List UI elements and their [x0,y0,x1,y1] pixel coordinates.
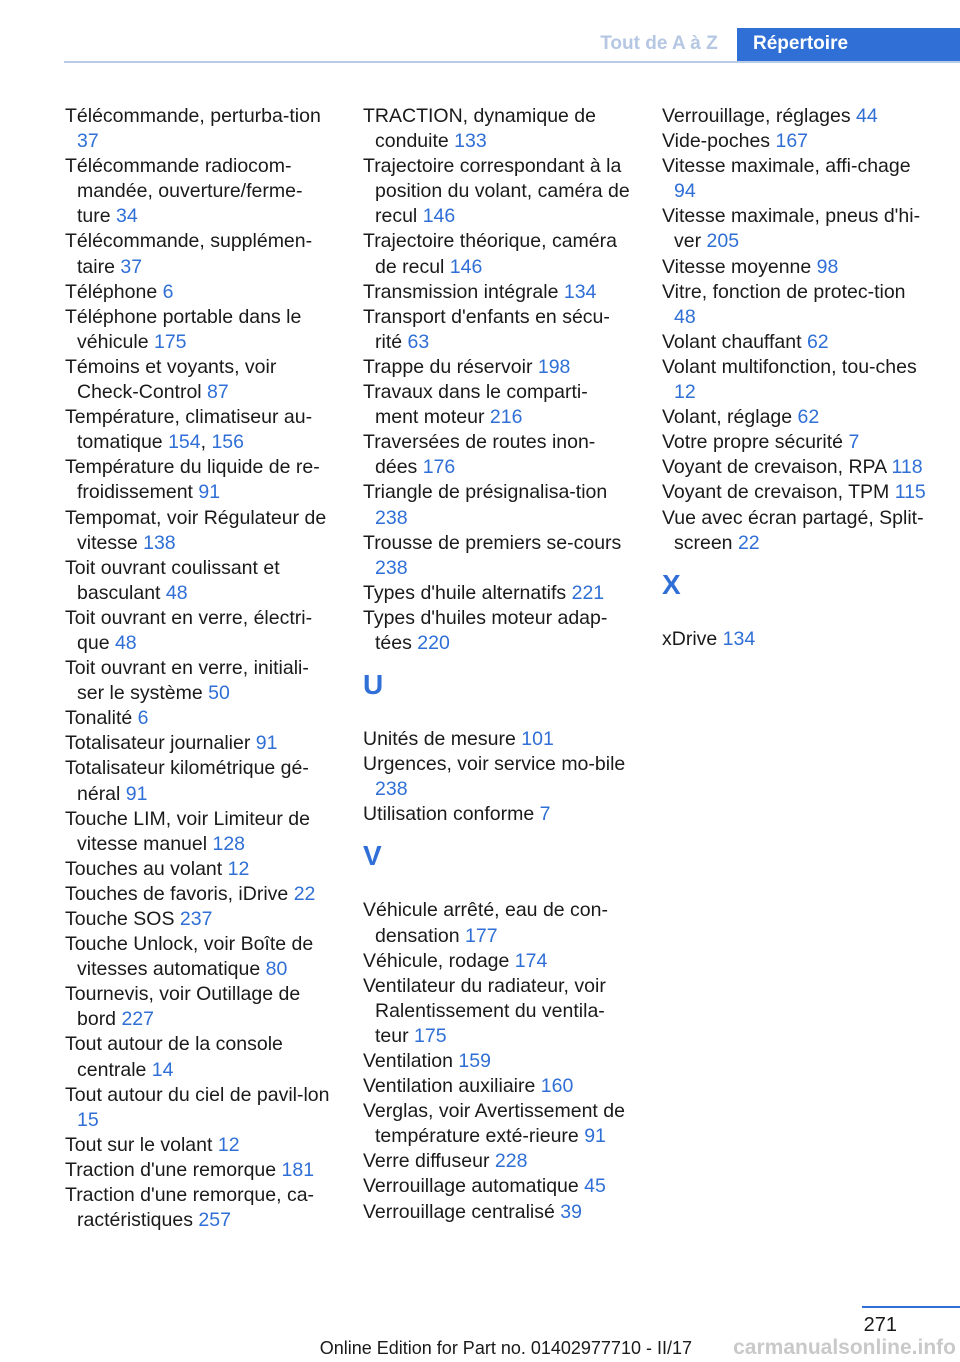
index-entry-term: Verrouillage automatique [363,1175,585,1198]
index-entry-term: Verrouillage, réglages [662,105,857,127]
index-entry-term: Toit ouvrant en verre, initiali-ser le système [65,657,309,705]
index-entry [363,531,631,581]
page-reference-link[interactable]: 167 [775,130,809,153]
page-reference-link[interactable]: 14 [151,1058,174,1081]
index-entry [65,807,333,857]
index-column-2 [363,104,631,1225]
page-reference-link[interactable]: 175 [153,330,187,353]
index-entry-term: Ventilation auxiliaire [363,1075,541,1098]
index-letter-heading: U [363,669,384,701]
index-entry [363,380,631,430]
index-entry [363,949,631,974]
index-entry [65,229,333,279]
page-reference-link[interactable]: 115 [894,481,926,504]
index-entry [363,280,631,305]
index-entry [363,1074,631,1099]
index-entry-term: Véhicule, rodage [363,949,515,972]
page-reference-link[interactable]: 91 [584,1125,606,1148]
page-reference-link[interactable]: 48 [165,581,188,604]
index-column-3 [662,104,930,652]
index-entry [65,280,333,305]
page-reference-link[interactable]: 37 [77,130,99,153]
index-entry-term: Ventilateur du radiateur, voir Ralentissement du ventila-teur [363,974,606,1047]
page-reference-link[interactable]: 48 [674,305,696,328]
index-entry-term: Téléphone portable dans le véhicule [65,305,302,353]
page-reference-link[interactable]: 237 [179,908,213,930]
page-reference-link[interactable]: 22 [293,882,316,905]
index-entry-term: Tonalité [65,707,138,730]
index-entry-term: Trappe du réservoir [363,355,538,378]
page-reference-link[interactable]: 238 [375,556,408,579]
index-entry [363,727,631,752]
page-reference-link[interactable]: 91 [198,481,221,504]
index-entry [65,932,333,982]
page-reference-link[interactable]: 6 [137,707,149,730]
index-entry [363,974,631,1049]
index-entry [363,802,631,827]
index-entry-term: Touche LIM, voir Limiteur de vitesse manuel [65,807,310,855]
index-entry [65,355,333,405]
page-reference-link[interactable]: 205 [706,230,740,253]
watermark: carmanualsonline.info [733,1336,956,1359]
section-tab-index[interactable]: Répertoire [737,28,960,63]
index-entry [662,480,930,505]
index-entry-term: Traction d'une remorque [65,1158,282,1181]
page-reference-link[interactable]: 227 [121,1008,154,1031]
index-entry [65,882,333,907]
index-entry-term: Toit ouvrant coulissant et basculant [65,556,280,604]
index-entry [65,506,333,556]
page-number-rule [862,1306,960,1308]
index-entry [662,430,930,455]
index-entry-term: Température du liquide de re-froidissement [65,456,320,504]
index-entry [65,1133,333,1158]
index-entry-term: Vitesse maximale, affi-chage [662,155,911,178]
edition-note: Online Edition for Part no. 01402977710 - II/17 [319,1338,692,1358]
index-entry [65,305,333,355]
index-entry [65,656,333,706]
index-entry-term: Utilisation conforme [363,803,540,826]
page-reference-link[interactable]: 257 [198,1209,231,1232]
page-reference-link[interactable]: 44 [856,105,878,127]
index-entry-term: Véhicule arrêté, eau de con-densation [363,899,608,947]
index-entry [363,1174,631,1199]
index-entry [363,581,631,606]
page-number: 271 [863,1314,897,1336]
page-reference-link[interactable]: 118 [891,456,923,479]
page-reference-link[interactable]: 12 [217,1133,240,1156]
page-reference-link[interactable]: 91 [125,782,148,805]
index-letter-heading: X [662,568,681,600]
index-entry-term: Transport d'enfants en sécu-rité [363,305,610,353]
page-header [0,28,960,62]
index-entry-term: Totalisateur journalier [65,732,256,755]
index-entry [662,330,930,355]
page-reference-link[interactable]: 7 [539,803,551,826]
index-entry [363,752,631,802]
section-tab-a-to-z[interactable]: Tout de A à Z [600,33,718,54]
page-reference-link[interactable]: 134 [563,280,597,303]
index-entry-term: Voyant de crevaison, RPA [662,456,892,479]
index-entry-term: Tout autour de la console centrale [65,1033,283,1081]
index-entry-term: TRACTION, dynamique de conduite [363,105,597,153]
page-reference-link[interactable]: 198 [537,355,571,378]
index-entry-term: Tout autour du ciel de pavil-lon [65,1083,330,1106]
page-reference-link[interactable]: 39 [560,1200,582,1223]
index-entry [363,480,631,530]
index-entry [65,1183,333,1233]
page-reference-link[interactable]: 80 [265,958,288,981]
page-reference-link[interactable]: 7 [848,431,860,454]
index-letter-heading: V [363,840,382,872]
index-entry [65,706,333,731]
index-entry-term: Touche Unlock, voir Boîte de vitesses automatique [65,933,314,981]
page-reference-link[interactable]: 156 [211,431,244,454]
page-reference-link[interactable]: 34 [116,205,138,228]
page-reference-link[interactable]: 6 [162,280,174,303]
page-reference-link[interactable]: 87 [207,381,229,404]
header-rule [64,61,960,63]
index-column-1 [65,104,333,1233]
index-entry [65,907,333,932]
page-reference-link[interactable]: 146 [449,255,483,278]
page-reference-link[interactable]: 175 [414,1024,447,1047]
index-entry [662,104,930,129]
index-entry-term: Vue avec écran partagé, Split-screen [662,506,924,554]
index-entry-term: Tempomat, voir Régulateur de vitesse [65,506,327,554]
index-entry-term: Ventilation [363,1050,459,1072]
index-entry-term: Travaux dans le comparti-ment moteur [363,381,588,429]
page-reference-link[interactable]: 160 [540,1075,574,1098]
page-reference-link[interactable]: 181 [281,1158,315,1181]
page-reference-link[interactable]: 48 [114,631,137,654]
page-reference-link[interactable]: 134 [722,627,756,650]
index-entry [662,204,930,254]
index-entry [363,355,631,380]
page-reference-link[interactable]: 238 [375,506,408,529]
page-reference-link[interactable]: 98 [816,255,839,278]
index-entry-term: Voyant de crevaison, TPM [662,481,895,504]
index-entry-term: Verglas, voir Avertissement de température exté-rieure [363,1100,625,1148]
page-reference-link[interactable]: 91 [255,732,278,755]
index-entry-term: Touches au volant [65,857,228,880]
index-entry-term: Volant chauffant [662,330,807,353]
page-reference-link[interactable]: 62 [797,406,820,429]
index-entry-term: Télécommande, perturba-tion [65,105,321,127]
index-entry-term: Volant multifonction, tou-ches [662,355,917,378]
index-entry-term: xDrive [662,627,723,650]
page-reference-link[interactable]: 177 [465,924,498,947]
index-entry [65,104,333,154]
index-entry [363,154,631,229]
index-entry [662,154,930,204]
page-reference-link[interactable]: 238 [375,778,408,801]
index-entry-term: Vitre, fonction de protec-tion [662,280,906,303]
page-reference-link[interactable]: 62 [806,330,829,353]
index-entry [363,305,631,355]
page-reference-link[interactable]: 50 [208,682,230,705]
page-reference-link[interactable]: 138 [143,531,176,554]
index-entry-term: Télécommande radiocom-mandée, ouverture/ferme-ture [65,155,303,228]
index-entry-term: Verrouillage centralisé [363,1200,561,1223]
index-entry-term: Vitesse moyenne [662,255,817,278]
index-entry [662,129,930,154]
page-reference-link[interactable]: 228 [494,1150,528,1173]
index-entry [363,430,631,480]
index-entry [662,405,930,430]
index-entry: Température, climatiseur au-tomatique 154, 156 [65,406,313,454]
index-entry-term: Télécommande, supplémen-taire [65,230,313,278]
index-entry-term: Toit ouvrant en verre, électri-que [65,606,313,654]
index-entry [65,756,333,806]
index-entry [363,229,631,279]
index-entry-term: Traversées de routes inon-dées [363,431,596,479]
index-entry [363,104,631,154]
index-entry [662,627,930,652]
index-entry-term: Triangle de présignalisa-tion [363,481,608,504]
page-reference-link[interactable]: 176 [422,456,456,479]
index-entry-term: Votre propre sécurité [662,431,849,454]
index-entry [65,1083,333,1133]
index-entry [363,1099,631,1149]
index-entry-term: Trajectoire correspondant à la position du volant, caméra de recul [363,155,630,228]
page-reference-link[interactable]: 63 [407,330,430,353]
index-entry-term: Téléphone [65,280,163,303]
index-entry [65,1158,333,1183]
page-reference-link[interactable]: 37 [120,255,143,278]
page-reference-link[interactable]: 159 [458,1050,491,1072]
page-reference-link[interactable]: 146 [422,205,456,228]
index-entry-term: Types d'huiles moteur adap-tées [363,606,608,654]
index-entry [363,1049,631,1074]
index-entry-term: Types d'huile alternatifs [363,581,572,604]
index-entry-term: Touches de favoris, iDrive [65,882,294,905]
index-entry [363,1200,631,1225]
page-reference-link[interactable]: 12 [674,381,696,404]
page-reference-link[interactable]: 12 [227,857,250,880]
index-entry [662,455,930,480]
page-reference-link[interactable]: 133 [454,130,487,153]
page-reference-link[interactable]: 15 [77,1108,99,1131]
index-entry [65,154,333,229]
index-entry-term: Touche SOS [65,908,180,930]
index-entry [65,857,333,882]
page-reference-link[interactable]: 45 [584,1175,606,1198]
index-entry [363,606,631,656]
page-reference-link[interactable]: 22 [737,531,760,554]
index-entry-term: Verre diffuseur [363,1150,495,1173]
index-entry [363,1149,631,1174]
index-entry [363,898,631,948]
index-entry-term: Température, climatiseur au-tomatique [65,406,313,454]
index-entry [65,731,333,756]
index-entry [65,982,333,1032]
index-entry-term: Trajectoire théorique, caméra de recul [363,230,617,278]
index-entry-term: Vide-poches [662,130,776,153]
index-entry-term: Transmission intégrale [363,280,564,303]
page-reference-link[interactable]: 154 [168,431,201,454]
index-entry [662,280,930,330]
index-entry-term: Volant, réglage [662,406,798,429]
index-entry [662,255,930,280]
index-entry [65,1032,333,1082]
page-reference-link[interactable]: 220 [417,631,450,654]
index-entry-term: Vitesse maximale, pneus d'hi-ver [662,205,921,253]
index-entry-term: Unités de mesure [363,728,522,751]
page-reference-link[interactable]: 94 [674,180,696,203]
page-reference-link[interactable]: 216 [489,406,523,429]
index-entry-term: Urgences, voir service mo-bile [363,753,626,776]
index-entry [65,455,333,505]
index-entry-term: Trousse de premiers se-cours [363,531,622,554]
page-reference-link[interactable]: 128 [212,832,246,855]
index-entry [662,506,930,556]
index-entry-term: Traction d'une remorque, ca-ractéristiques [65,1184,315,1232]
page-reference-link[interactable]: 174 [514,949,548,972]
index-entry [662,355,930,405]
page-reference-link[interactable]: 221 [571,581,605,604]
index-entry [65,556,333,606]
index-entry-term: Tournevis, voir Outillage de bord [65,983,301,1031]
page-reference-link[interactable]: 101 [521,728,554,751]
index-entry-term: Totalisateur kilométrique gé-néral [65,757,309,805]
index-entry-term: Témoins et voyants, voir Check-Control [65,355,277,404]
index-entry [65,606,333,656]
index-entry-term: Tout sur le volant [65,1133,218,1156]
